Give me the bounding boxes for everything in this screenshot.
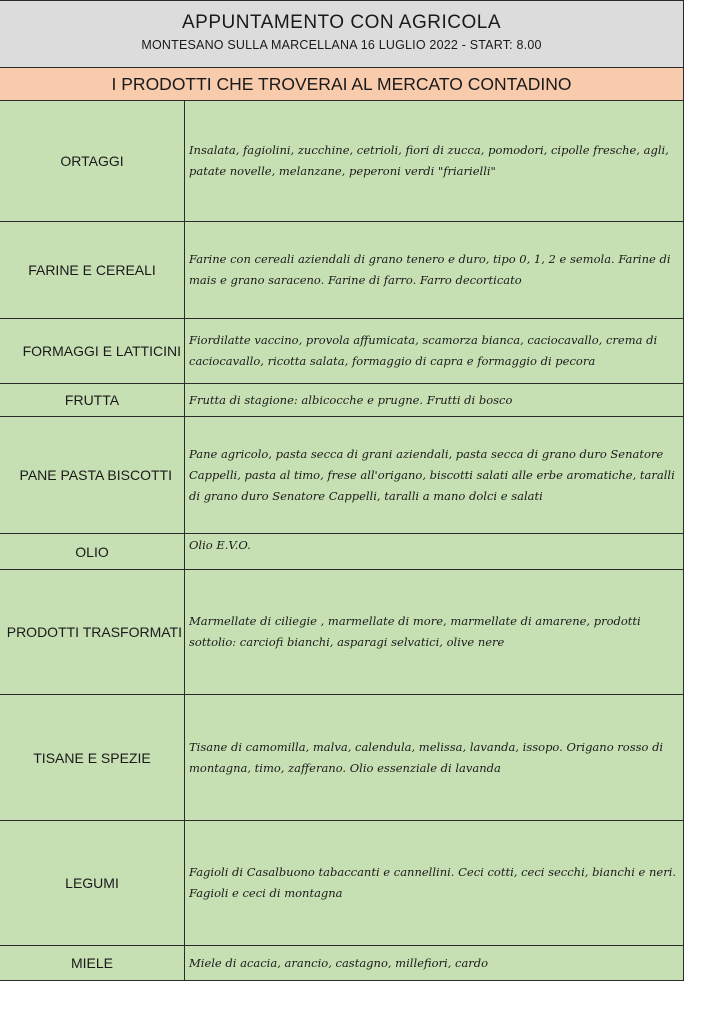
description-cell	[185, 319, 683, 383]
table-row	[0, 319, 683, 384]
table-row	[0, 417, 683, 534]
description-text: Farine con cereali aziendali di grano tenero e duro, tipo 0, 1, 2 e semola. Farine di mais e grano saraceno. Farine di farro. Farro decorticato	[189, 252, 671, 287]
description-text: Olio E.V.O.	[189, 538, 251, 552]
description-text: Marmellate di ciliegie , marmellate di more, marmellate di amarene, prodotti sottolio: carciofi bianchi, asparagi selvatici, olive nere	[189, 614, 641, 649]
description-text: Miele di acacia, arancio, castagno, millefiori, cardo	[189, 955, 489, 970]
description-cell	[185, 222, 683, 318]
table-row	[0, 570, 683, 695]
description-cell	[185, 695, 683, 820]
section-banner: I PRODOTTI CHE TROVERAI AL MERCATO CONTADINO	[0, 68, 683, 101]
category-cell: PRODOTTI TRASFORMATI	[0, 570, 185, 694]
table-row	[0, 946, 683, 980]
category-cell: FRUTTA	[0, 384, 185, 416]
category-cell: OLIO	[0, 534, 185, 569]
table-row	[0, 222, 683, 319]
description-cell	[185, 821, 683, 945]
description-text: Tisane di camomilla, malva, calendula, melissa, lavanda, issopo. Origano rosso di montagna, timo, zafferano. Olio essenziale di lavanda	[189, 739, 664, 775]
category-cell: MIELE	[0, 946, 185, 980]
category-cell: ORTAGGI	[0, 101, 185, 221]
event-details: MONTESANO SULLA MARCELLANA 16 LUGLIO 2022 - START: 8.00	[141, 38, 542, 52]
description-cell	[185, 946, 683, 980]
table-row	[0, 534, 683, 570]
category-cell: PANE PASTA BISCOTTI	[0, 417, 185, 533]
category-cell: FARINE E CEREALI	[0, 222, 185, 318]
table-row	[0, 101, 683, 222]
category-cell: FORMAGGI E LATTICINI	[0, 319, 185, 383]
description-cell	[185, 384, 683, 416]
description-cell	[185, 534, 683, 569]
description-text: Fiordilatte vaccino, provola affumicata, scamorza bianca, caciocavallo, crema di caciocavallo, ricotta salata, formaggio di capra e formaggio di pecora	[189, 333, 658, 368]
table-row	[0, 695, 683, 821]
table-row	[0, 821, 683, 946]
table-row	[0, 384, 683, 417]
description-cell	[185, 101, 683, 221]
description-text: Frutta di stagione: albicocche e prugne. Frutti di bosco	[189, 392, 513, 407]
description-cell	[185, 417, 683, 533]
page-title: APPUNTAMENTO CON AGRICOLA	[181, 12, 501, 33]
category-cell: TISANE E SPEZIE	[0, 695, 185, 820]
description-text: Pane agricolo, pasta secca di grani aziendali, pasta secca di grano duro Senatore Cappelli, pasta al timo, frese all'origano, biscotti salati alle erbe aromatiche, taralli di grano duro Senatore Cappelli, taralli a mano dolci e salati	[189, 446, 675, 503]
description-cell	[185, 570, 683, 694]
description-text: Insalata, fagiolini, zucchine, cetrioli, fiori di zucca, pomodori, cipolle fresche, agli, patate novelle, melanzane, peperoni verdi "friarielli"	[189, 143, 669, 178]
category-cell: LEGUMI	[0, 821, 185, 945]
sheet-header	[0, 0, 683, 68]
description-text: Fagioli di Casalbuono tabaccanti e cannellini. Ceci cotti, ceci secchi, bianchi e neri. Fagioli e ceci di montagna	[189, 865, 677, 900]
